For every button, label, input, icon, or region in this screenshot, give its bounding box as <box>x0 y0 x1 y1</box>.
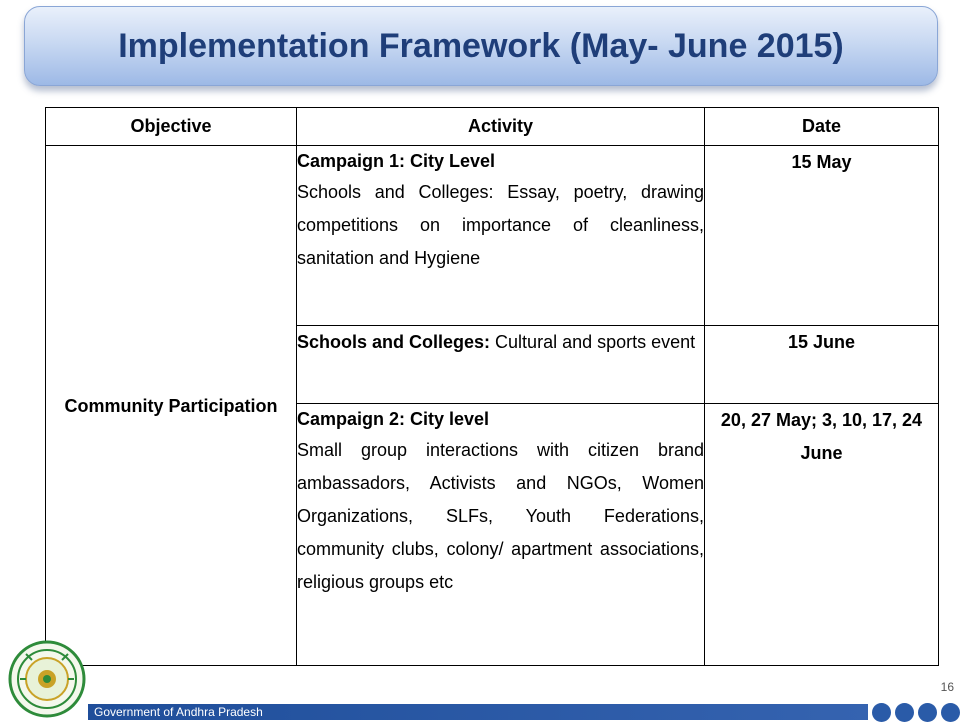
activity-cell <box>297 146 705 326</box>
date-cell: 15 May <box>705 146 939 326</box>
framework-table <box>45 107 939 666</box>
activity-text: Small group interactions with citizen brand ambassadors, Activists and NGOs, Women Organizations, SLFs, Youth Federations, community clubs, colony/ apartment associations, religious groups etc <box>297 440 704 592</box>
decor-dot-icon <box>895 703 914 722</box>
date-cell: 20, 27 May; 3, 10, 17, 24 June <box>705 404 939 666</box>
activity-text: Schools and Colleges: Essay, poetry, drawing competitions on importance of cleanliness, sanitation and Hygiene <box>297 182 704 268</box>
footer-bar <box>88 704 868 720</box>
footer-dots <box>872 703 960 723</box>
activity-cell <box>297 404 705 666</box>
decor-dot-icon <box>872 703 891 722</box>
page-number: 16 <box>940 680 954 694</box>
header-activity: Activity <box>297 108 705 146</box>
campaign-title: Campaign 1: City Level <box>297 151 496 171</box>
objective-cell: Community Participation <box>46 146 297 666</box>
table-header-row <box>46 108 939 146</box>
page-title: Implementation Framework (May- June 2015) <box>118 26 844 65</box>
header-date: Date <box>705 108 939 146</box>
decor-dot-icon <box>918 703 937 722</box>
activity-text: Cultural and sports event <box>490 332 696 352</box>
table-row <box>46 146 939 326</box>
state-emblem-icon <box>8 640 86 718</box>
header-objective: Objective <box>46 108 297 146</box>
campaign-title: Campaign 2: City level <box>297 409 490 429</box>
footer-org: Government of Andhra Pradesh <box>94 705 263 719</box>
date-cell: 15 June <box>705 326 939 404</box>
title-banner <box>24 6 938 86</box>
decor-dot-icon <box>941 703 960 722</box>
activity-cell <box>297 326 705 404</box>
activity-lead: Schools and Colleges: <box>297 332 491 352</box>
